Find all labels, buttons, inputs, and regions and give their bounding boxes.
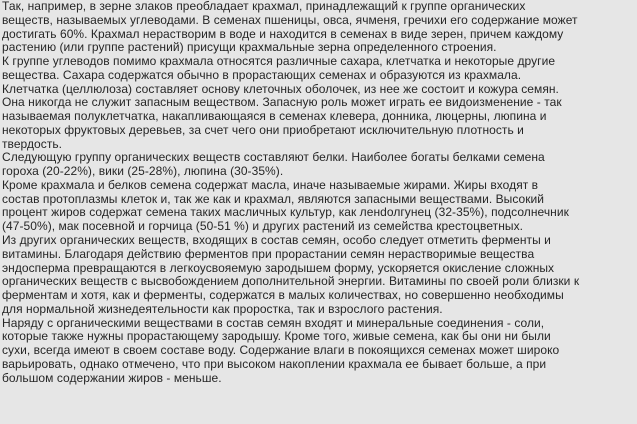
text-line: органических веществ с высвобождением дополнительной энергии. Витамины по своей роли близки к [2,275,580,289]
text-line: варьировать, однако отмечено, что при высоком накоплении крахмала ее бывает больше, а при [2,357,547,371]
text-line: витамины. Благодаря действию ферментов при прорастании семян нерастворимые вещества [2,247,535,261]
text-line: растению (или группе растений) присущи крахмальные зерна определенного строения. [2,41,497,55]
text-line: (47-50%), мак посевной и горчица (50-51 %) и других растений из семейства крестоцветных. [2,220,524,234]
text-line: Клетчатка (целлюлоза) составляет основу клеточных оболочек, из нее же состоит и кожура семян. [2,82,559,96]
text-line: которые также нужны прорастающему зародышу. Кроме того, живые семена, как бы они ни были [2,330,551,344]
text-line: состав протоплазмы клеток и, так же как и крахмал, являются запасными веществами. Высокий [2,192,545,206]
text-line: достигать 60%. Крахмал нерастворим в воде и находится в семенах в виде зерен, причем каждому [2,27,564,41]
text-line: процент жиров содержат семена таких масличных культур, как ленdолгунец (32-35%), подсолнечник [2,206,569,220]
text-line: К группе углеводов помимо крахмала относятся различные сахара, клетчатка и некоторые другие [2,55,556,69]
text-line: Наряду с органическими веществами в состав семян входят и минеральные соединения - соли, [2,316,545,330]
text-line: Она никогда не служит запасным веществом. Запасную роль может играть ее видоизменение - так [2,96,562,110]
text-line: называемая полуклетчатка, накапливающаяся в семенах клевера, донника, люцерны, люпина и [2,110,547,124]
text-line: твердость. [2,137,63,151]
text-line: Из других органических веществ, входящих в состав семян, особо следует отметить ферменты и [2,234,551,248]
text-line: Кроме крахмала и белков семена содержат масла, иначе называемые жирами. Жиры входят в [2,178,539,192]
text-line: Следующую группу органических веществ составляют белки. Наиболее богаты белками семена [2,151,545,165]
text-line: веществ, называемых углеводами. В семенах пшеницы, овса, ячменя, гречихи его содержание может [2,13,578,27]
text-line: Так, например, в зерне злаков преобладает крахмал, принадлежащий к группе органических [2,0,526,13]
text-line: для нормальной жизнедеятельности как проростка, так и взрослого растения. [2,302,443,316]
text-line: большом содержании жиров - меньше. [2,371,222,385]
text-line: сухи, всегда имеют в своем составе воду. Содержание влаги в покоящихся семенах может широко [2,344,560,358]
text-line: гороха (20-22%), вики (25-28%), люпина (30-35%). [2,165,284,179]
text-line: эндосперма превращаются в легкоусвояемую зародышем форму, ускоряется окисление сложных [2,261,555,275]
text-line: некоторых фруктовых деревьев, за счет чего они приобретают исключительную плотность и [2,123,524,137]
text-line: вещества. Сахара содержатся обычно в прорастающих семенах и образуются из крахмала. [2,68,522,82]
text-line: ферментам и хотя, как и ферменты, содержатся в малых количествах, но совершенно необходимы [2,289,564,303]
